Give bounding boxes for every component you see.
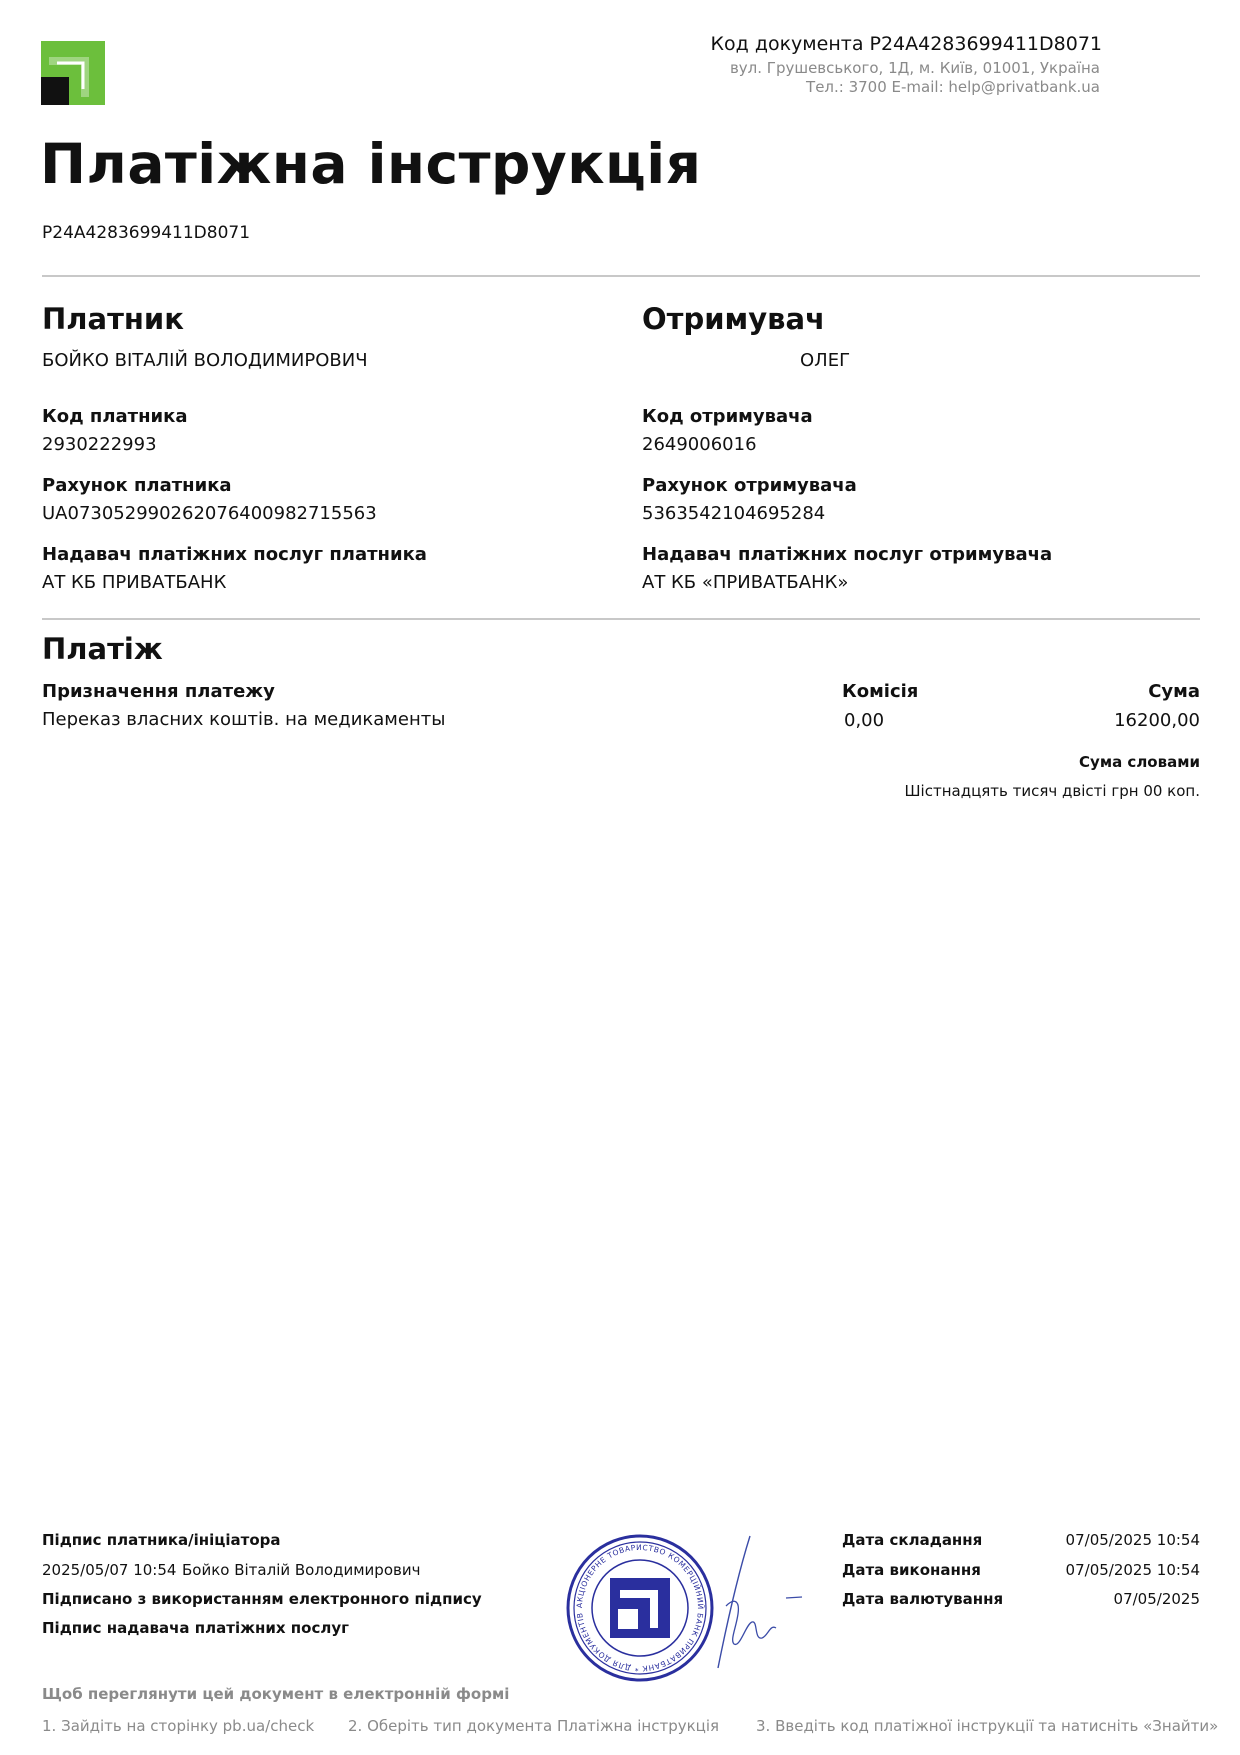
privatbank-logo-icon: [41, 41, 105, 105]
purpose-label: Призначення платежу: [42, 681, 275, 702]
recipient-provider-label: Надавач платіжних послуг отримувача: [642, 544, 1053, 565]
divider: [42, 618, 1200, 620]
recipient-code-label: Код отримувача: [642, 406, 813, 427]
recipient-account-label: Рахунок отримувача: [642, 475, 857, 496]
payer-code: 2930222993: [42, 434, 157, 455]
e-signature-note: Підписано з використанням електронного підпису: [42, 1590, 482, 1608]
amount-label: Сума: [1148, 681, 1200, 702]
provider-signature-label: Підпис надавача платіжних послуг: [42, 1619, 349, 1637]
date-executed-value: 07/05/2025 10:54: [1065, 1561, 1200, 1579]
amount-words-label: Сума словами: [1079, 753, 1200, 771]
footer-step-3: 3. Введіть код платіжної інструкції та натисніть «Знайти»: [756, 1717, 1219, 1735]
handwritten-signature: [700, 1528, 810, 1678]
bank-stamp: [565, 1533, 715, 1683]
date-created-value: 07/05/2025 10:54: [1065, 1531, 1200, 1549]
purpose-value: Переказ власних коштів. на медикаменты: [42, 709, 446, 730]
recipient-code: 2649006016: [642, 434, 757, 455]
bank-phone-email: Тел.: 3700 E-mail: help@privatbank.ua: [806, 78, 1100, 96]
bank-contacts: [730, 59, 1100, 97]
date-value-label: Дата валютування: [842, 1590, 1004, 1608]
recipient-account: 5363542104695284: [642, 503, 826, 524]
signer-label: Підпис платника/ініціатора: [42, 1531, 281, 1549]
footer-step-1: 1. Зайдіть на сторінку pb.ua/check: [42, 1717, 315, 1735]
document-code: Код документа P24A4283699411D8071: [710, 33, 1102, 55]
recipient-name: ОЛЕГ: [800, 350, 851, 371]
signer-name: Бойко Віталій Володимирович: [182, 1561, 421, 1579]
payer-heading: Платник: [42, 302, 184, 336]
payer-account-label: Рахунок платника: [42, 475, 232, 496]
commission-value: 0,00: [844, 710, 885, 731]
stamp-text: АКЦІОНЕРНЕ ТОВАРИСТВО КОМЕРЦІЙНИЙ БАНК ПРИВАТБАНК * ДЛЯ ДОКУМЕНТІВ: [574, 1542, 706, 1674]
divider: [42, 275, 1200, 277]
date-value-value: 07/05/2025: [1113, 1590, 1200, 1608]
recipient-provider: АТ КБ «ПРИВАТБАНК»: [642, 572, 849, 593]
date-created-label: Дата складання: [842, 1531, 983, 1549]
payer-provider-label: Надавач платіжних послуг платника: [42, 544, 427, 565]
payer-code-label: Код платника: [42, 406, 188, 427]
amount-words: Шістнадцять тисяч двісті грн 00 коп.: [904, 782, 1200, 800]
date-executed-label: Дата виконання: [842, 1561, 981, 1579]
amount-value: 16200,00: [1114, 710, 1200, 731]
payer-name: БОЙКО ВІТАЛІЙ ВОЛОДИМИРОВИЧ: [42, 350, 368, 371]
payment-heading: Платіж: [42, 632, 163, 666]
bank-address: вул. Грушевського, 1Д, м. Київ, 01001, Україна: [729, 59, 1100, 77]
payer-account: UA073052990262076400982715563: [42, 503, 377, 524]
recipient-heading: Отримувач: [642, 302, 825, 336]
footer-step-2: 2. Оберіть тип документа Платіжна інструкція: [348, 1717, 720, 1735]
page-title: Платіжна інструкція: [40, 132, 702, 196]
commission-label: Комісія: [842, 681, 919, 702]
instruction-id: P24A4283699411D8071: [42, 223, 251, 243]
payer-provider: АТ КБ ПРИВАТБАНК: [42, 572, 227, 593]
footer-intro: Щоб переглянути цей документ в електронній формі: [42, 1685, 510, 1703]
signed-at: 2025/05/07 10:54: [42, 1561, 177, 1579]
